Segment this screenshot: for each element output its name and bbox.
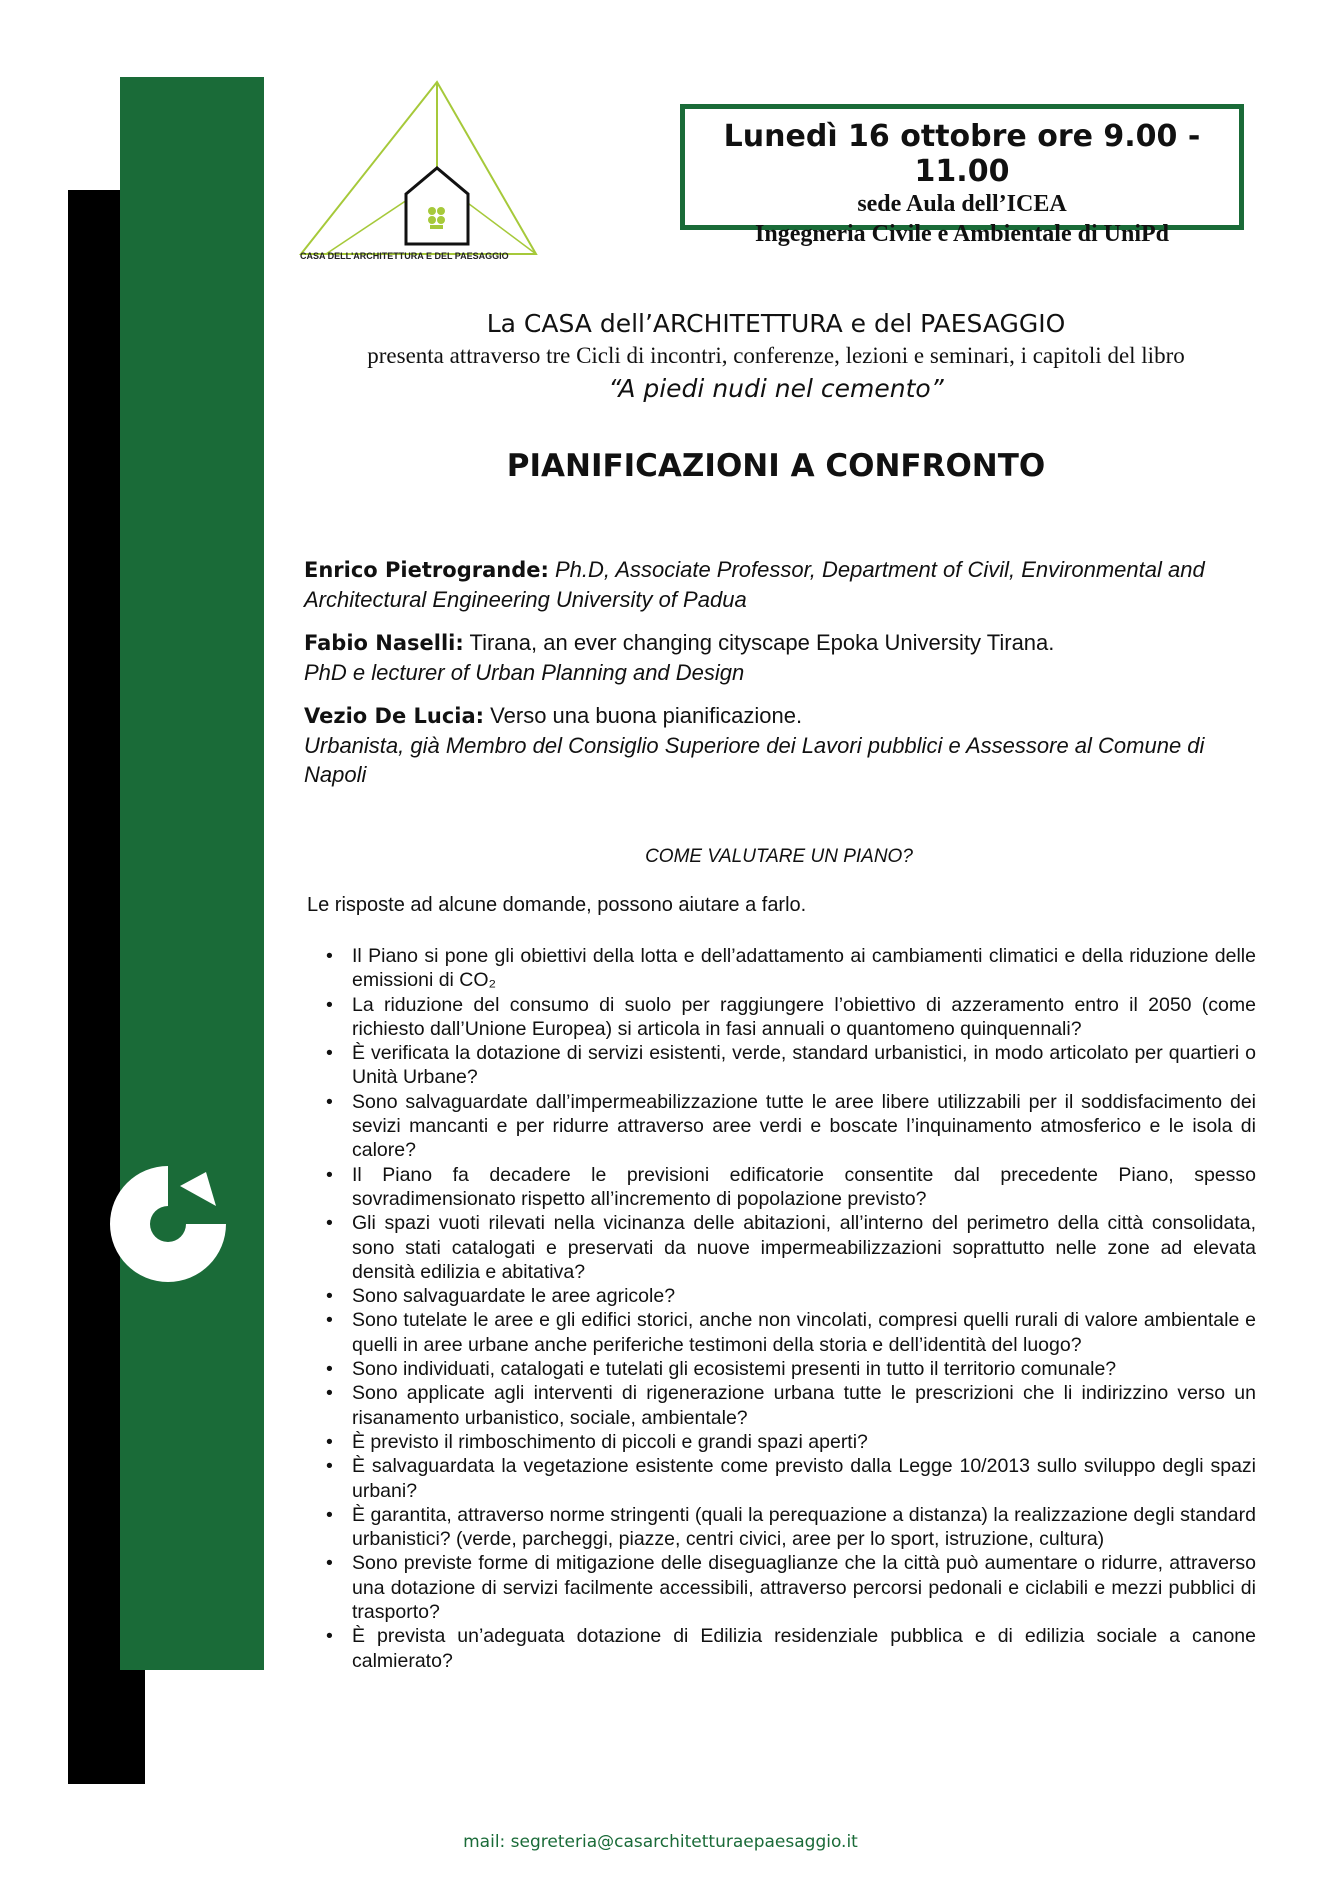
speaker-name: Enrico Pietrogrande: xyxy=(304,558,549,582)
list-item: • Gli spazi vuoti rilevati nella vicinanza delle abitazioni, all’interno del perimetro della città consolidata, sono stati catalogati e preservati da nuove impermeabilizzazioni soprattutto nelle zone ad elevata densità edilizia e abitativa? xyxy=(326,1211,1256,1284)
speaker-role: PhD e lecturer of Urban Planning and Design xyxy=(304,660,745,685)
c-logo-mark xyxy=(106,1162,230,1286)
presents-line: presenta attraverso tre Cicli di incontri, conferenze, lezioni e seminari, i capitoli del libro xyxy=(367,343,1185,368)
list-item: • Sono tutelate le aree e gli edifici storici, anche non vincolati, compresi quelli rurali di valore ambientale e quelli in aree urbane anche periferiche testimoni della storia e dell’identità del luogo? xyxy=(326,1308,1256,1357)
speaker-entry xyxy=(304,555,1254,614)
speaker-entry xyxy=(304,628,1254,687)
list-item: • Sono salvaguardate dall’impermeabilizzazione tutte le aree libere utilizzabili per il soddisfacimento dei sevizi mancanti e per ridurre attraverso aree verdi e boscate l’inquinamento atmosferico e le isola di calore? xyxy=(326,1090,1256,1163)
lead-text: Le risposte ad alcune domande, possono aiutare a farlo. xyxy=(307,894,807,916)
page-title: PIANIFICAZIONI A CONFRONTO xyxy=(506,448,1046,484)
logo-caption: CASA DELL'ARCHITETTURA E DEL PAESAGGIO xyxy=(300,251,509,261)
list-item: • Sono applicate agli interventi di rigenerazione urbana tutte le prescrizioni che li indirizzino verso un risanamento urbanistico, sociale, ambientale? xyxy=(326,1381,1256,1430)
contact-email[interactable]: mail: segreteria@casarchitetturaepaesaggio.it xyxy=(463,1832,858,1852)
list-item: • È prevista un’adeguata dotazione di Edilizia residenziale pubblica e di edilizia sociale a canone calmierato? xyxy=(326,1624,1256,1673)
event-date-box xyxy=(680,104,1244,247)
list-item: • È salvaguardata la vegetazione esistente come previsto dalla Legge 10/2013 sullo sviluppo degli spazi urbani? xyxy=(326,1454,1256,1503)
list-item: • È garantita, attraverso norme stringenti (quali la perequazione a distanza) la realizzazione degli standard urbanistici? (verde, parcheggi, piazze, centri civici, aree per lo sport, istruzione, cultura) xyxy=(326,1503,1256,1552)
list-item: • Sono individuati, catalogati e tutelati gli ecosistemi presenti in tutto il territorio comunale? xyxy=(326,1357,1256,1381)
speaker-role: Urbanista, già Membro del Consiglio Superiore dei Lavori pubblici e Assessore al Comune di Napoli xyxy=(304,733,1205,787)
speaker-entry xyxy=(304,701,1254,789)
speaker-talk: Tirana, an ever changing cityscape Epoka University Tirana. xyxy=(469,630,1055,655)
speaker-talk: Verso una buona pianificazione. xyxy=(490,703,803,728)
section-heading: COME VALUTARE UN PIANO? xyxy=(645,846,913,867)
question-list xyxy=(326,944,1256,1673)
event-venue: sede Aula dell’ICEA xyxy=(857,191,1067,217)
list-item: • È previsto il rimboschimento di piccoli e grandi spazi aperti? xyxy=(326,1430,1256,1454)
speaker-role: Ph.D, Associate Professor, Department of Civil, Environmental and Architectural Engineering University of Padua xyxy=(304,557,1205,612)
list-item: • Il Piano si pone gli obiettivi della lotta e dell’adattamento ai cambiamenti climatici e della riduzione delle emissioni di CO₂ xyxy=(326,944,1256,993)
intro-block xyxy=(296,306,1256,408)
speakers-list xyxy=(304,555,1254,803)
list-item: • È verificata la dotazione di servizi esistenti, verde, standard urbanistici, in modo articolato per quartieri o Unità Urbane? xyxy=(326,1041,1256,1090)
decorative-green-bar xyxy=(120,77,264,1670)
event-date-time: Lunedì 16 ottobre ore 9.00 - 11.00 xyxy=(723,119,1201,189)
speaker-name: Vezio De Lucia: xyxy=(304,704,485,728)
list-item: • Sono salvaguardate le aree agricole? xyxy=(326,1284,1256,1308)
house-triangle-logo xyxy=(296,80,541,266)
organizer-name: La CASA dell’ARCHITETTURA e del PAESAGGIO xyxy=(486,309,1066,338)
list-item: • La riduzione del consumo di suolo per raggiungere l’obiettivo di azzeramento entro il 2050 (come richiesto dall’Unione Europea) si articola in fasi annuali o quantomeno quinquennali? xyxy=(326,993,1256,1042)
list-item: • Il Piano fa decadere le previsioni edificatorie consentite dal precedente Piano, spesso sovradimensionato rispetto all’incremento di popolazione previsto? xyxy=(326,1163,1256,1212)
book-title: “A piedi nudi nel cemento” xyxy=(608,374,944,403)
speaker-name: Fabio Naselli: xyxy=(304,631,464,655)
event-institution: Ingegneria Civile e Ambientale di UniPd xyxy=(755,221,1169,247)
list-item: • Sono previste forme di mitigazione delle diseguaglianze che la città può aumentare o ridurre, attraverso una dotazione di servizi facilmente accessibili, attraverso percorsi pedonali e ciclabili e mezzi pubblici di trasporto? xyxy=(326,1551,1256,1624)
